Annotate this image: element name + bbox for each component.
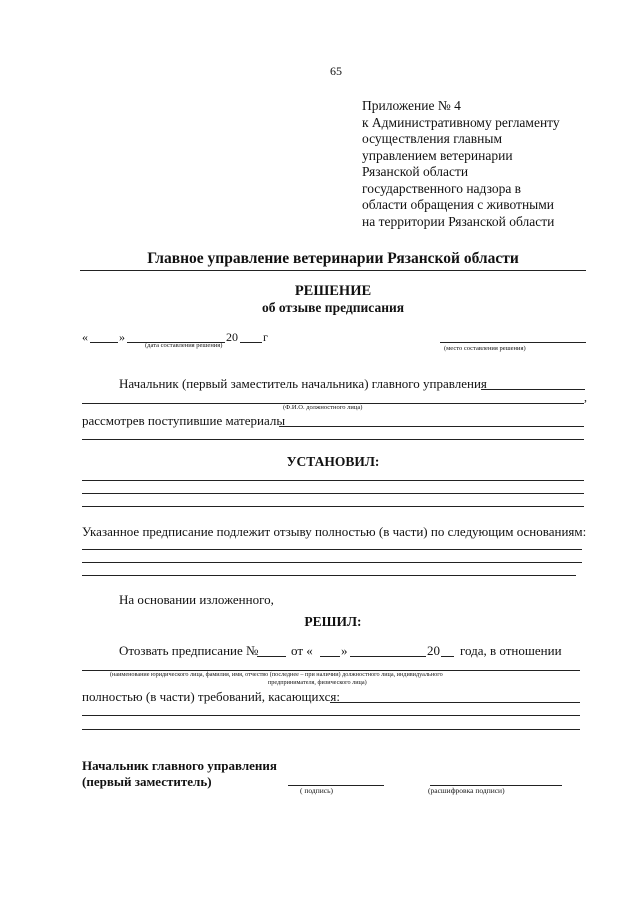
date-day-field[interactable]	[90, 342, 118, 343]
requirements-field[interactable]	[330, 702, 580, 703]
grounds-line-3[interactable]	[82, 575, 576, 576]
decided-heading: РЕШИЛ:	[304, 614, 362, 629]
established-line-2[interactable]	[82, 493, 584, 494]
org-name: Главное управление ветеринарии Рязанской области	[147, 250, 519, 267]
subject-caption-1: (наименование юридического лица, фамилия, имя, отчество (последнее – при наличии) должностного лица, индивидуального	[110, 671, 443, 678]
appendix-line: на территории Рязанской области	[362, 213, 555, 229]
official-comma: ,	[584, 390, 587, 404]
revoke-part2: от «	[291, 643, 313, 658]
appendix-line: осуществления главным	[362, 131, 503, 146]
official-caption: (Ф.И.О. должностного лица)	[283, 404, 363, 411]
reviewed-field-2[interactable]	[82, 439, 584, 440]
established-line-3[interactable]	[82, 506, 584, 507]
signature-caption: ( подпись)	[300, 786, 334, 795]
org-underline	[80, 270, 586, 271]
revoke-day-field[interactable]	[320, 656, 340, 657]
reviewed-label: рассмотрев поступившие материалы	[82, 413, 286, 428]
grounds-line-1[interactable]	[82, 549, 582, 550]
signature-title	[82, 758, 277, 790]
based-on-text: На основании изложенного,	[119, 592, 274, 607]
date-year-suffix: г	[263, 330, 268, 344]
revoke-year-field[interactable]	[441, 656, 454, 657]
place-field[interactable]	[440, 342, 586, 343]
appendix-line: Приложение № 4	[362, 98, 461, 113]
date-year-field[interactable]	[240, 342, 262, 343]
revoke-part1: Отозвать предписание №	[119, 643, 259, 658]
established-line-1[interactable]	[82, 480, 584, 481]
requirements-line-2[interactable]	[82, 715, 580, 716]
signature-decode-caption: (расшифровка подписи)	[428, 786, 505, 795]
official-field[interactable]	[481, 389, 585, 390]
grounds-line-2[interactable]	[82, 562, 582, 563]
date-open-quote: «	[82, 330, 88, 344]
reviewed-field[interactable]	[279, 426, 584, 427]
established-heading: УСТАНОВИЛ:	[286, 454, 380, 469]
signature-line-2: (первый заместитель)	[82, 774, 212, 789]
grounds-text: Указанное предписание подлежит отзыву полностью (в части) по следующим основаниям:	[82, 524, 587, 539]
signature-line-1: Начальник главного управления	[82, 758, 277, 773]
doc-subtitle: об отзыве предписания	[261, 300, 405, 315]
requirements-line-3[interactable]	[82, 729, 580, 730]
place-caption: (место составления решения)	[444, 345, 526, 352]
date-close-quote: »	[119, 330, 125, 344]
requirements-label: полностью (в части) требований, касающихся:	[82, 689, 340, 704]
page-number: 65	[330, 64, 342, 78]
subject-caption-2: предпринимателя, физического лица)	[268, 679, 367, 686]
appendix-line: Рязанской области	[362, 164, 469, 179]
appendix-line: области обращения с животными	[362, 197, 555, 212]
revoke-part4: 20	[427, 643, 440, 658]
official-text: Начальник (первый заместитель начальника) главного управления	[119, 376, 487, 391]
revoke-part5: года, в отношении	[460, 643, 562, 658]
date-caption: (дата составления решения)	[145, 342, 223, 349]
date-year-prefix: 20	[226, 330, 238, 344]
revoke-month-field[interactable]	[350, 656, 426, 657]
appendix-line: к Административному регламенту	[362, 114, 560, 130]
appendix-block	[362, 98, 560, 230]
revoke-number-field[interactable]	[257, 656, 286, 657]
doc-title: РЕШЕНИЕ	[294, 283, 372, 299]
appendix-line: управлением ветеринарии	[362, 147, 513, 163]
revoke-part3: »	[341, 643, 348, 658]
appendix-line: государственного надзора в	[362, 180, 522, 196]
